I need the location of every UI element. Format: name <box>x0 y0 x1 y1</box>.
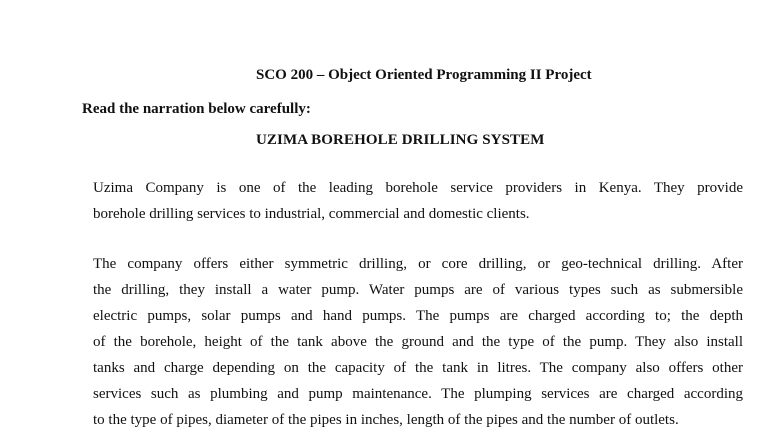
paragraph-line: Uzima Company is one of the leading borehole service providers in Kenya. They provide <box>93 180 743 196</box>
system-title: UZIMA BOREHOLE DRILLING SYSTEM <box>256 132 545 148</box>
paragraph-line: to the type of pipes, diameter of the pipes in inches, length of the pipes and the number of outlets. <box>93 412 679 428</box>
paragraph-line: borehole drilling services to industrial, commercial and domestic clients. <box>93 206 530 222</box>
paragraph-line: the drilling, they install a water pump. Water pumps are of various types such as submersible <box>93 282 743 298</box>
intro-paragraph <box>93 177 743 229</box>
course-title: SCO 200 – Object Oriented Programming II Project <box>256 67 592 83</box>
paragraph-line: The company offers either symmetric drilling, or core drilling, or geo-technical drilling. After <box>93 256 743 272</box>
paragraph-line: electric pumps, solar pumps and hand pumps. The pumps are charged according to; the depth <box>93 308 743 324</box>
paragraph-line: of the borehole, height of the tank above the ground and the type of the pump. They also install <box>93 334 743 350</box>
paragraph-line: services such as plumbing and pump maintenance. The plumping services are charged according <box>93 386 743 402</box>
services-paragraph <box>93 253 743 435</box>
instruction-heading: Read the narration below carefully: <box>82 101 311 117</box>
paragraph-line: tanks and charge depending on the capacity of the tank in litres. The company also offers other <box>93 360 743 376</box>
